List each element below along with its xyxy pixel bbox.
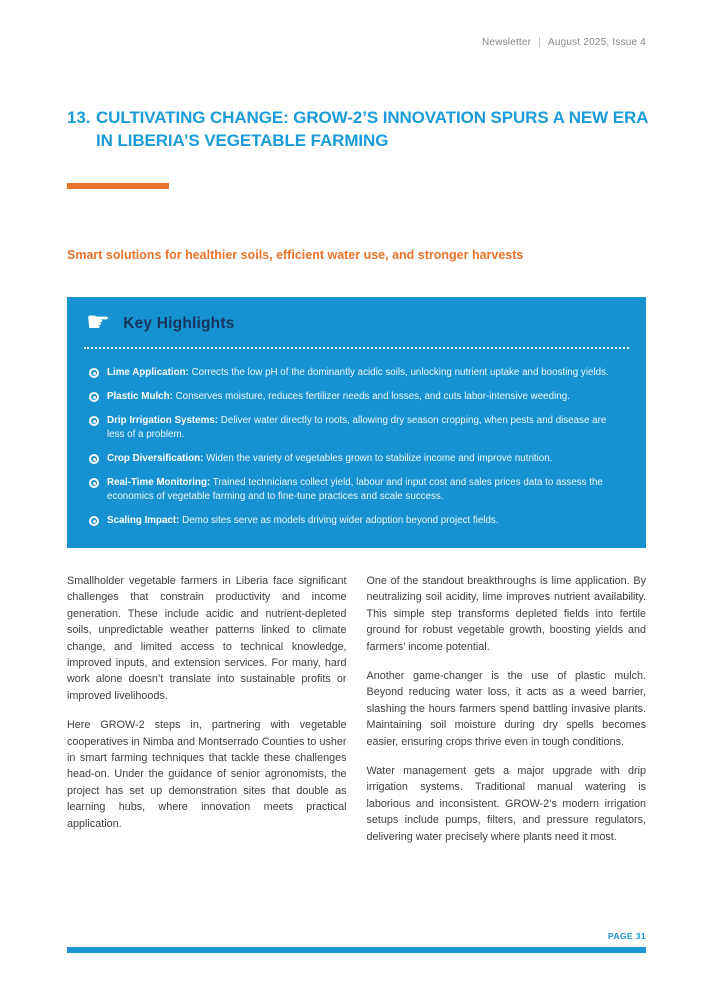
highlight-text [107,514,499,528]
right-column [367,573,647,858]
key-highlights-title: Key Highlights [123,315,235,332]
bullet-target-icon [89,478,99,488]
highlight-description: Conserves moisture, reduces fertilizer needs and losses, and cuts labor-intensive weeding. [175,391,570,402]
highlight-text [107,366,609,380]
bullet-target-icon [89,368,99,378]
highlight-text [107,414,610,442]
pointing-hand-icon: ☛ [86,306,111,337]
bullet-target-icon [89,454,99,464]
title-line-2: IN LIBERIA’S VEGETABLE FARMING [96,131,389,150]
bullet-target-icon [89,516,99,526]
paragraph: Here GROW-2 steps in, partnering with vegetable cooperatives in Nimba and Montserrado Counties to usher in smart farming techniques that tackle these challenges head-on. Under the guidance of senior agronomists, the project has set up demonstration sites that double as learning hubs, where innovation meets practical application. [67,719,347,830]
paragraph: Water management gets a major upgrade with drip irrigation systems. Traditional manual watering is laborious and inconsistent. GROW-2’s modern irrigation setups include pumps, filters, and pressure regulators, delivering water precisely where plants need it most. [366,765,646,843]
key-highlights-header [67,297,646,347]
highlight-description: Demo sites serve as models driving wider adoption beyond project fields. [182,515,499,526]
highlight-item [89,390,610,404]
highlight-text [107,390,570,404]
highlight-item [89,514,610,528]
highlight-label: Scaling Impact: [107,515,180,526]
highlight-label: Drip Irrigation Systems: [107,415,219,426]
left-column [67,573,347,858]
article-title-text [96,106,648,152]
highlight-text [107,476,610,504]
highlight-label: Real-Time Monitoring: [107,477,211,488]
page-header [67,37,646,48]
header-newsletter-label: Newsletter [481,37,532,48]
header-separator: | [538,37,542,48]
page-number: PAGE 31 [607,931,646,941]
highlight-item [89,414,610,442]
highlight-item [89,476,610,504]
highlight-item [89,452,610,466]
highlight-item [89,366,610,380]
paragraph: One of the standout breakthroughs is lime application. By neutralizing soil acidity, lime improves nutrient availability. This simple step transforms depleted fields into fertile ground for robust vegetable growth, boosting yields and farmers’ income potential. [366,575,646,653]
key-highlights-box [67,297,646,548]
highlight-description: Deliver water directly to roots, allowing dry season cropping, when pests and disease are less of a problem. [107,415,607,440]
highlight-label: Crop Diversification: [107,453,204,464]
highlight-text [107,452,552,466]
paragraph: Smallholder vegetable farmers in Liberia face significant challenges that constrain productivity and income generation. These include acidic and nutrient-depleted soils, unpredictable weather patterns linked to climate change, and limited access to technical knowledge, improved inputs, and extension services. For many, hard work alone doesn’t translate into sustainable profits or improved livelihoods. [67,575,347,702]
highlights-list [67,349,646,528]
article-title [67,106,657,152]
article-subtitle: Smart solutions for healthier soils, efficient water use, and stronger harvests [67,248,524,262]
highlight-description: Trained technicians collect yield, labour and input cost and sales prices data to assess the economics of vegetable farming and to fine-tune practices and scale success. [107,477,603,502]
orange-rule [67,183,169,189]
highlight-label: Lime Application: [107,367,189,378]
bullet-target-icon [89,416,99,426]
title-line-1: CULTIVATING CHANGE: GROW-2’S INNOVATION SPURS A NEW ERA [96,108,649,127]
highlight-label: Plastic Mulch: [107,391,173,402]
highlight-description: Widen the variety of vegetables grown to stabilize income and improve nutrition. [206,453,553,464]
body-columns [67,573,646,858]
highlight-description: Corrects the low pH of the dominantly acidic soils, unlocking nutrient uptake and boosting yields. [191,367,609,378]
article-number: 13. [67,108,91,127]
paragraph: Another game-changer is the use of plastic mulch. Beyond reducing water loss, it acts as a weed barrier, slashing the hours farmers spend battling invasive plants. Maintaining soil moisture during dry spells becomes easier, ensuring crops thrive even in tough conditions. [366,670,646,748]
bullet-target-icon [89,392,99,402]
header-issue-label: August 2025, Issue 4 [548,37,646,48]
footer-bar [67,947,646,953]
